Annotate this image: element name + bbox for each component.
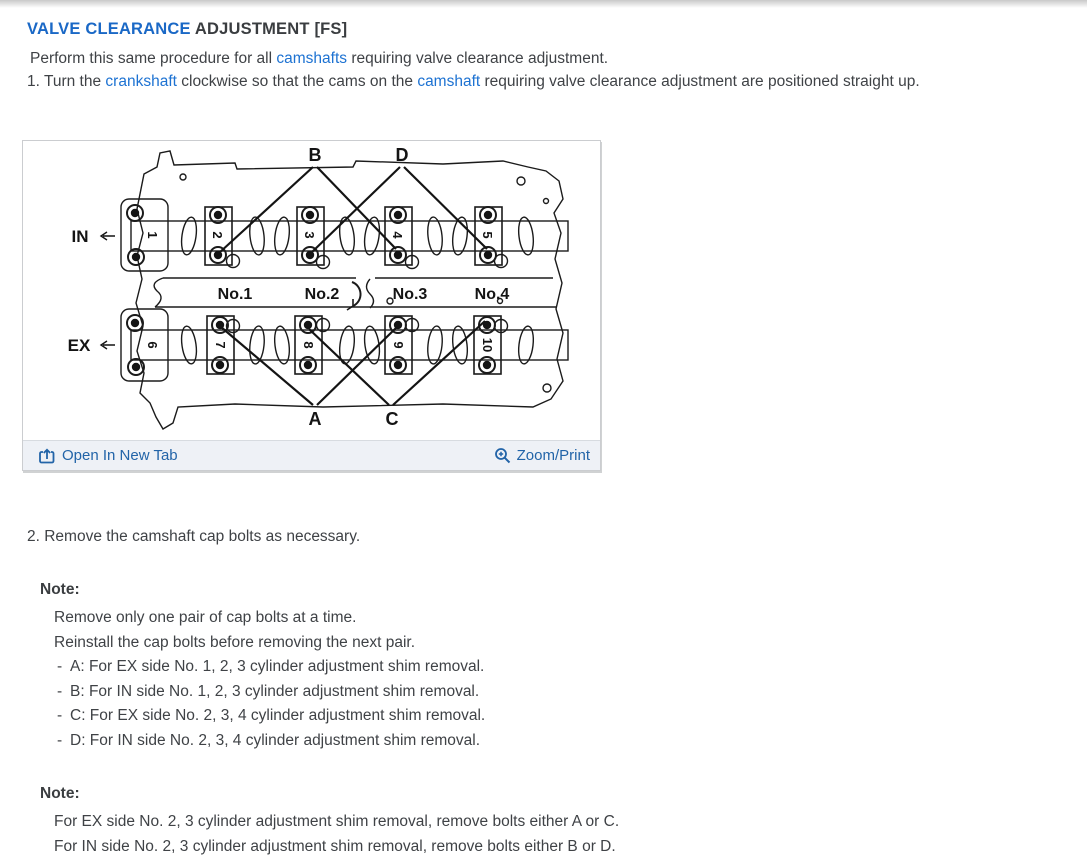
step1-paragraph [27, 70, 1087, 93]
cap-number-10: 10 [480, 337, 495, 353]
step1-text-2: clockwise so that the cams on the [176, 73, 418, 90]
bolt-label-d: D [395, 145, 409, 165]
rotation-arrow-icon [347, 279, 374, 310]
exhaust-pointer [101, 341, 115, 349]
note1-heading: Note: [40, 581, 80, 598]
bullet-c-text: C: For EX side No. 2, 3, 4 cylinder adjustment shim removal. [70, 707, 486, 724]
title-rest: ADJUSTMENT [FS] [190, 20, 348, 38]
bullet-d [57, 729, 1087, 754]
open-in-new-tab-label: Open In New Tab [62, 447, 178, 464]
camshaft-link[interactable]: camshaft [417, 73, 481, 90]
bullet-b-text: B: For IN side No. 1, 2, 3 cylinder adjustment shim removal. [70, 682, 480, 700]
step1-text-1: 1. Turn the [27, 73, 106, 90]
bullet-dash: - [57, 731, 63, 749]
intro-text-1: Perform this same procedure for all [30, 50, 277, 67]
bullet-dash: - [57, 707, 63, 724]
intake-camshaft [121, 199, 568, 271]
figure-card [22, 140, 601, 471]
exhaust-camshaft [121, 309, 568, 381]
intake-pointer [101, 232, 115, 240]
camshaft-diagram-svg [23, 141, 600, 440]
note2-heading: Note: [40, 785, 80, 802]
open-in-new-tab-icon [38, 447, 56, 465]
cap-number-7: 7 [213, 341, 228, 349]
page-title [27, 20, 1087, 39]
note1-line-2: Reinstall the cap bolts before removing the next pair. [54, 633, 416, 651]
zoom-print-icon [494, 447, 511, 464]
note1-body [54, 606, 1087, 655]
cap-number-9: 9 [391, 341, 406, 349]
cap-number-3: 3 [302, 231, 317, 239]
cap-number-8: 8 [301, 341, 316, 349]
bolt-label-a: A [308, 409, 322, 429]
bullet-b [57, 680, 1087, 705]
step1-text-3: requiring valve clearance adjustment are positioned straight up. [480, 73, 920, 90]
note1-line-1: Remove only one pair of cap bolts at a time. [54, 609, 357, 626]
cylinder-no3-label: No.3 [392, 286, 428, 303]
crankshaft-link[interactable]: crankshaft [105, 73, 177, 90]
cap-number-4: 4 [390, 231, 405, 239]
bullet-a [57, 655, 1087, 680]
figure-diagram [23, 141, 600, 440]
cylinder-no4-label: No.4 [474, 286, 510, 303]
bolt-pair-lines [219, 167, 487, 405]
bullet-a-text: A: For EX side No. 1, 2, 3 cylinder adjustment shim removal. [70, 658, 485, 675]
cap-number-5: 5 [480, 231, 495, 239]
bolt-label-b: B [308, 145, 322, 165]
figure-toolbar [23, 440, 600, 470]
intake-side-label: IN [71, 227, 89, 246]
cap-number-2: 2 [210, 231, 225, 239]
cylinder-no1-label: No.1 [217, 286, 253, 303]
bullet-dash: - [57, 658, 63, 675]
bullet-d-text: D: For IN side No. 2, 3, 4 cylinder adjustment shim removal. [70, 731, 481, 749]
note2-line-1: For EX side No. 2, 3 cylinder adjustment shim removal, remove bolts either A or C. [54, 813, 620, 830]
note1-bullet-list [57, 655, 1087, 753]
bullet-c [57, 704, 1087, 729]
intro-paragraph [30, 47, 1087, 70]
bolt-label-c: C [385, 409, 399, 429]
step2-paragraph: 2. Remove the camshaft cap bolts as necessary. [27, 528, 361, 545]
bullet-dash: - [57, 682, 63, 700]
cap-number-6: 6 [145, 341, 160, 349]
camshafts-link[interactable]: camshafts [276, 50, 348, 67]
zoom-print-button[interactable] [494, 447, 590, 464]
cylinder-no2-label: No.2 [304, 286, 340, 303]
note2-line-2: For IN side No. 2, 3 cylinder adjustment shim removal, remove bolts either B or D. [54, 837, 616, 855]
page-top-shadow [0, 0, 1087, 8]
cap-number-1: 1 [145, 231, 160, 239]
zoom-print-label: Zoom/Print [516, 447, 590, 464]
intro-text-2: requiring valve clearance adjustment. [347, 50, 609, 67]
open-in-new-tab-button[interactable] [38, 447, 178, 465]
note2-body [54, 810, 1087, 859]
title-link-valve-clearance[interactable]: VALVE CLEARANCE [27, 20, 191, 38]
exhaust-side-label: EX [67, 336, 91, 355]
